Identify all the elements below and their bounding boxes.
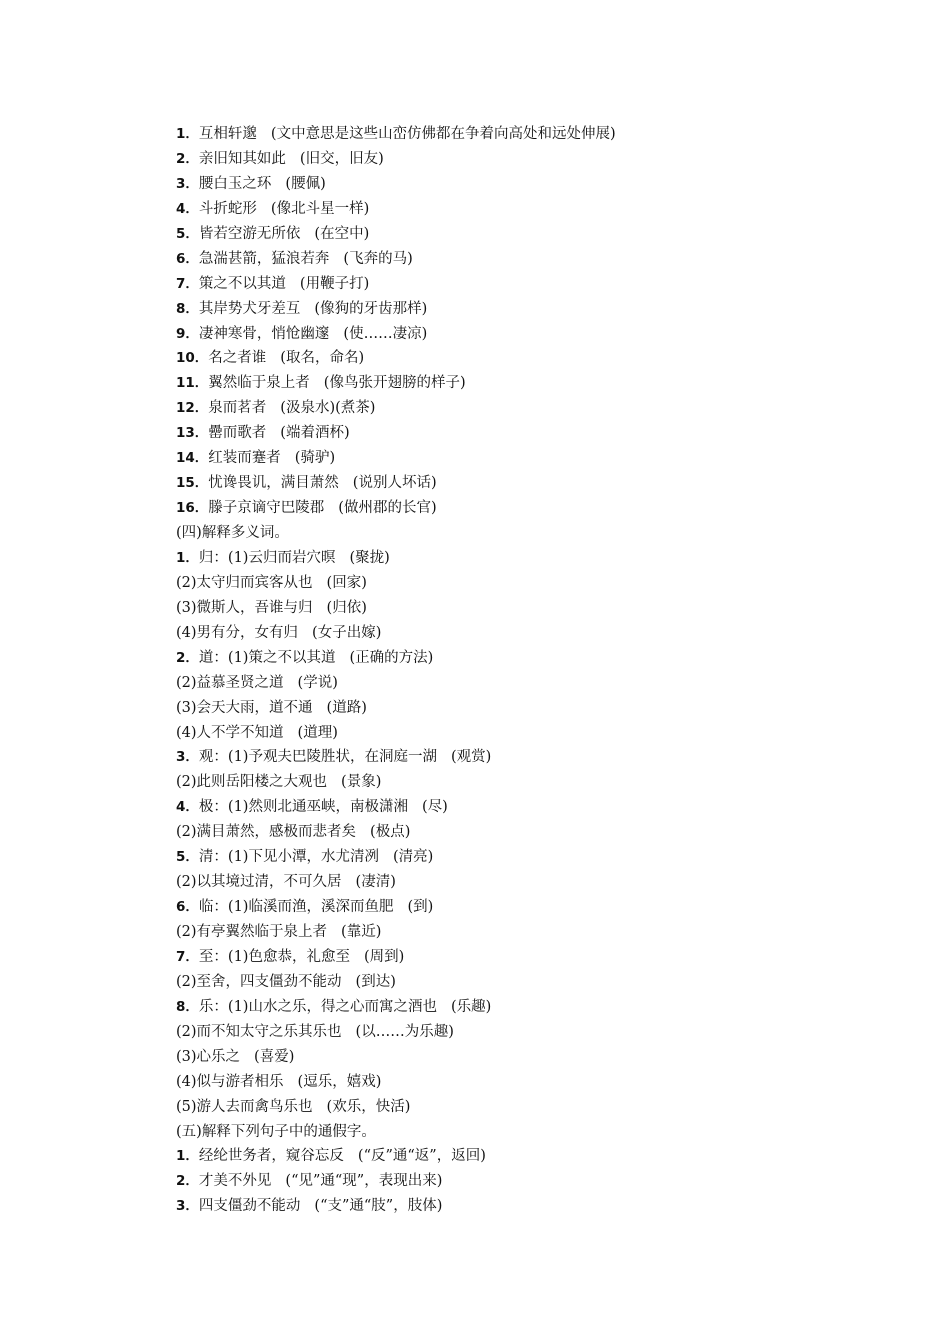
annotation: (像狗的牙齿那样) [314, 300, 428, 317]
item-number: 2． [176, 150, 199, 167]
annotation: (到) [407, 899, 434, 916]
text-line [176, 795, 936, 820]
line-text: 乐：(1)山水之乐，得之心而寓之酒也 [198, 998, 437, 1015]
item-number: 13． [176, 425, 209, 442]
annotation: (文中意思是这些山峦仿佛都在争着向高处和远处伸展) [270, 126, 616, 142]
annotation: (靠近) [341, 924, 382, 940]
annotation: (周到) [363, 948, 405, 965]
text-line [176, 845, 936, 870]
line-text: (3)会天大雨，道不通 [176, 699, 313, 716]
text-line [176, 521, 936, 546]
annotation: (极点) [370, 824, 411, 841]
item-number: 5． [176, 849, 199, 866]
line-text: (4)男有分，女有归 [176, 624, 299, 641]
text-line [176, 571, 936, 596]
annotation: (道路) [326, 699, 367, 716]
line-text: 红装而蹇者 [208, 450, 281, 467]
item-number: 1． [176, 549, 199, 566]
text-line [176, 895, 936, 920]
text-line [176, 920, 936, 945]
annotation: (飞奔的马) [343, 250, 413, 267]
line-text: 斗折蛇形 [198, 200, 257, 217]
text-line [176, 671, 936, 696]
annotation: (逗乐，嬉戏) [297, 1073, 382, 1090]
text-line [176, 1194, 936, 1219]
annotation: (“见”通“现”，表现出来) [285, 1173, 443, 1190]
text-line [176, 995, 936, 1020]
text-line [176, 172, 936, 197]
line-text: 翼然临于泉上者 [208, 375, 310, 392]
text-line [176, 1020, 936, 1045]
document-body [176, 122, 936, 1219]
line-text: (2)而不知太守之乐其乐也 [176, 1023, 342, 1040]
annotation: (到达) [355, 973, 396, 990]
item-number: 1． [176, 126, 199, 142]
text-line [176, 621, 936, 646]
line-text: 名之者谁 [208, 350, 267, 367]
line-text: 互相轩邈 [198, 126, 257, 142]
line-text: 策之不以其道 [198, 275, 286, 292]
line-text: 观：(1)予观夫巴陵胜状，在洞庭一湖 [198, 749, 437, 766]
text-line [176, 1169, 936, 1194]
line-text: (2)益慕圣贤之道 [176, 674, 284, 691]
line-text: 忧谗畏讥，满目萧然 [208, 475, 339, 492]
line-text: 凄神寒骨，悄怆幽邃 [198, 325, 330, 342]
item-number: 14． [176, 450, 209, 467]
text-line [176, 1045, 936, 1070]
line-text: (3)心乐之 [176, 1048, 241, 1065]
text-line [176, 1070, 936, 1095]
text-line [176, 147, 936, 172]
item-number: 2． [176, 649, 199, 666]
text-line [176, 396, 936, 421]
item-number: 9． [176, 325, 199, 342]
text-line [176, 1095, 936, 1120]
item-number: 8． [176, 998, 199, 1015]
item-number: 4． [176, 799, 199, 816]
line-text: 腰白玉之环 [198, 175, 272, 192]
item-number: 3． [176, 749, 199, 766]
text-line [176, 546, 936, 571]
annotation: (说别人坏话) [352, 475, 437, 492]
item-number: 5． [176, 225, 199, 242]
line-text: 皆若空游无所依 [198, 225, 301, 242]
item-number: 3． [176, 175, 199, 192]
item-number: 8． [176, 300, 199, 317]
text-line [176, 122, 936, 147]
annotation: (欢乐，快活) [326, 1098, 411, 1115]
item-number: 1． [176, 1148, 199, 1165]
annotation: (学说) [297, 674, 338, 691]
item-number: 6． [176, 899, 199, 916]
text-line [176, 970, 936, 995]
text-line [176, 197, 936, 222]
annotation: (女子出嫁) [312, 624, 382, 641]
line-text: (3)微斯人，吾谁与归 [176, 599, 313, 616]
line-text: (2)以其境过清，不可久居 [176, 874, 342, 891]
annotation: (聚拢) [349, 549, 390, 566]
text-line [176, 646, 936, 671]
line-text: 临：(1)临溪而渔，溪深而鱼肥 [198, 899, 394, 916]
annotation: (像鸟张开翅膀的样子) [323, 375, 466, 392]
line-text: (2)至舍，四支僵劲不能动 [176, 973, 342, 990]
item-number: 12． [176, 400, 209, 417]
text-line [176, 446, 936, 471]
line-text: (4)似与游者相乐 [176, 1073, 284, 1090]
text-line [176, 222, 936, 247]
line-text: 才美不外见 [198, 1173, 272, 1190]
annotation: (喜爱) [254, 1048, 295, 1065]
line-text: 极：(1)然则北通巫峡，南极潇湘 [198, 799, 408, 816]
line-text: (五)解释下列句子中的通假字。 [176, 1123, 376, 1140]
line-text: 归：(1)云归而岩穴暝 [198, 549, 336, 566]
item-number: 4． [176, 200, 199, 217]
text-line [176, 272, 936, 297]
line-text: (2)有亭翼然临于泉上者 [176, 924, 328, 940]
item-number: 10． [176, 350, 209, 367]
item-number: 15． [176, 475, 209, 492]
annotation: (取名，命名) [280, 350, 365, 367]
text-line [176, 745, 936, 770]
line-text: 清：(1)下见小潭，水尤清冽 [198, 849, 379, 866]
line-text: (2)太守归而宾客从也 [176, 574, 313, 591]
text-line [176, 471, 936, 496]
line-text: 泉而茗者 [208, 400, 267, 417]
text-line [176, 1144, 936, 1169]
text-line [176, 696, 936, 721]
text-line [176, 770, 936, 795]
item-number: 7． [176, 275, 199, 292]
line-text: 经纶世务者，窥谷忘反 [198, 1148, 344, 1165]
line-text: (四)解释多义词。 [176, 525, 289, 541]
line-text: (5)游人去而禽鸟乐也 [176, 1098, 313, 1115]
text-line [176, 247, 936, 272]
text-line [176, 421, 936, 446]
text-line [176, 1120, 936, 1145]
line-text: (2)此则岳阳楼之大观也 [176, 774, 328, 791]
text-line [176, 297, 936, 322]
annotation: (做州郡的长官) [338, 500, 437, 517]
annotation: (“反”通“返”，返回) [357, 1148, 486, 1165]
text-line [176, 870, 936, 895]
item-number: 16． [176, 500, 209, 517]
annotation: (腰佩) [285, 175, 326, 192]
annotation: (乐趣) [450, 998, 492, 1015]
text-line [176, 496, 936, 521]
line-text: (4)人不学不知道 [176, 724, 284, 741]
annotation: (“支”通“肢”，肢体) [314, 1198, 443, 1215]
line-text: 急湍甚箭，猛浪若奔 [198, 250, 330, 267]
text-line [176, 371, 936, 396]
text-line [176, 945, 936, 970]
annotation: (正确的方法) [349, 649, 434, 666]
line-text: 亲旧知其如此 [198, 150, 286, 167]
annotation: (景象) [341, 774, 382, 791]
annotation: (回家) [326, 574, 367, 591]
annotation: (归依) [326, 599, 367, 616]
item-number: 11． [176, 375, 209, 392]
item-number: 2． [176, 1173, 199, 1190]
text-line [176, 820, 936, 845]
annotation: (凄清) [355, 874, 396, 891]
annotation: (用鞭子打) [299, 275, 370, 292]
annotation: (骑驴) [294, 450, 336, 467]
text-line [176, 322, 936, 347]
line-text: 道：(1)策之不以其道 [198, 649, 336, 666]
annotation: (道理) [297, 724, 338, 741]
annotation: (像北斗星一样) [270, 200, 370, 217]
annotation: (尽) [421, 799, 448, 816]
item-number: 3． [176, 1198, 199, 1215]
annotation: (使……凄凉) [343, 325, 428, 342]
annotation: (观赏) [450, 749, 492, 766]
line-text: 滕子京谪守巴陵郡 [208, 500, 325, 517]
line-text: (2)满目萧然，感极而悲者矣 [176, 824, 357, 841]
annotation: (在空中) [314, 225, 370, 242]
annotation: (以……为乐趣) [355, 1023, 454, 1040]
line-text: 至：(1)色愈恭，礼愈至 [198, 948, 350, 965]
annotation: (旧交，旧友) [299, 150, 384, 167]
annotation: (汲泉水)(煮茶) [280, 400, 376, 417]
line-text: 其岸势犬牙差互 [198, 300, 301, 317]
item-number: 7． [176, 948, 199, 965]
annotation: (端着酒杯) [280, 425, 350, 442]
line-text: 四支僵劲不能动 [198, 1198, 301, 1215]
line-text: 罍而歌者 [208, 425, 267, 442]
annotation: (清亮) [392, 849, 434, 866]
text-line [176, 346, 936, 371]
item-number: 6． [176, 250, 199, 267]
text-line [176, 721, 936, 746]
text-line [176, 596, 936, 621]
